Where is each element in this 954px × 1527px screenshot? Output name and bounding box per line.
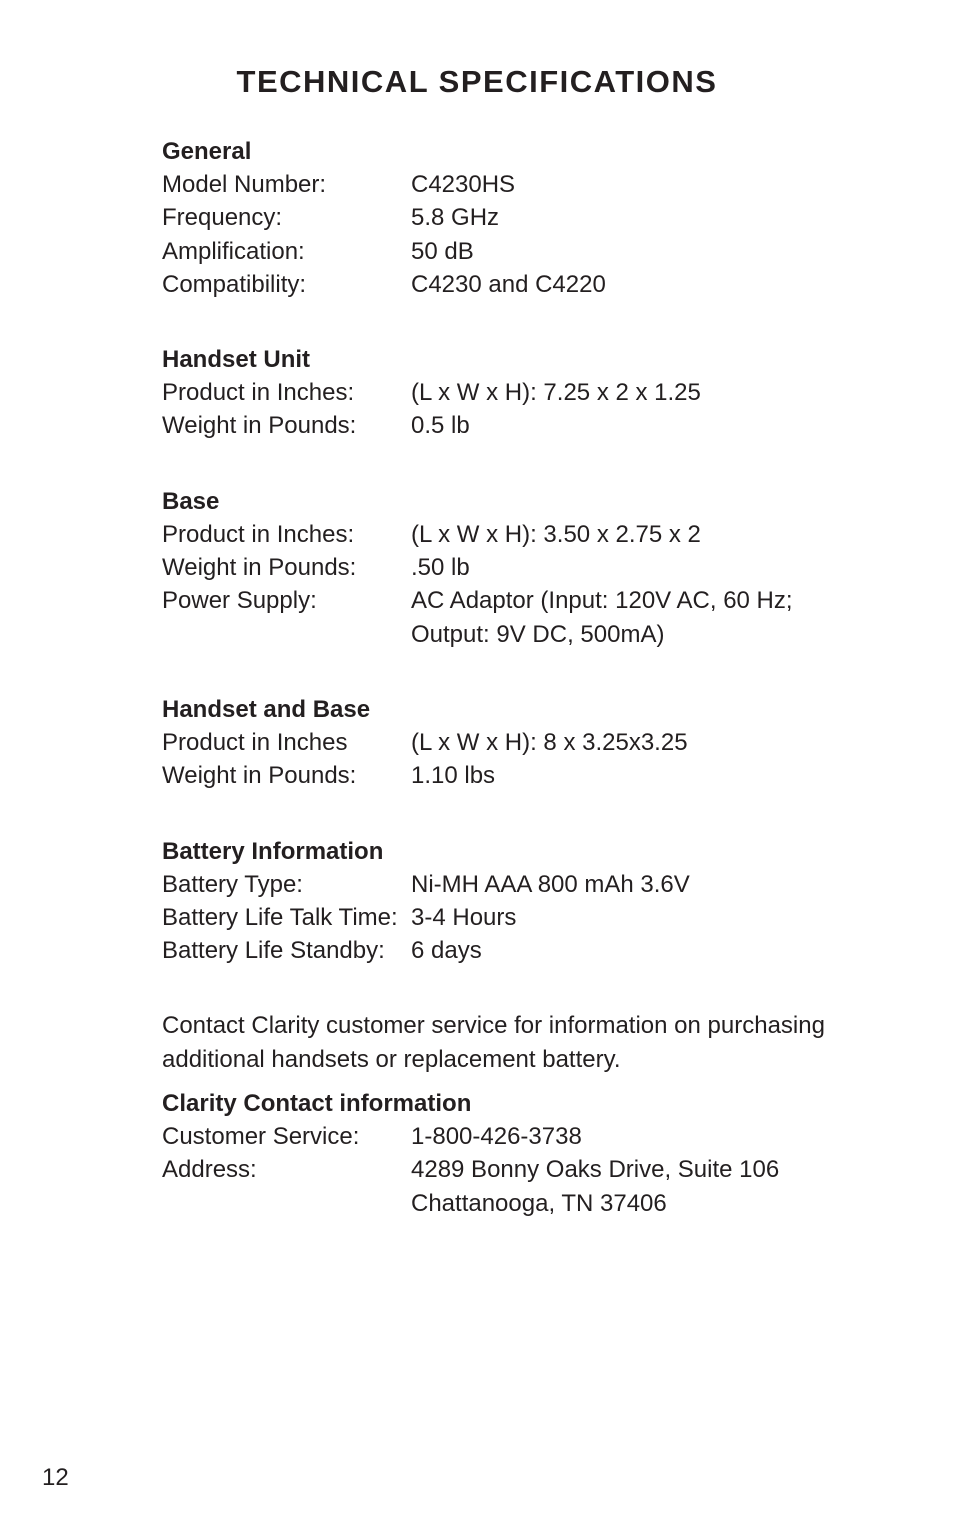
spec-row-battery-life-standby [162,934,862,967]
spec-value-line: C4230HS [411,171,516,198]
spec-value [411,551,862,584]
section-heading: Handset and Base [162,695,371,723]
section-heading: General [162,138,252,165]
spec-row-amplification [162,235,862,268]
section-general [162,135,862,301]
spec-value [411,584,862,651]
spec-value [411,868,862,901]
spec-value [411,376,862,409]
contact-rows [162,1120,862,1220]
spec-label: Product in Inches: [162,379,355,407]
spec-row-weight-in-pounds [162,409,862,442]
spec-label: Weight in Pounds: [162,554,357,582]
contact-section [162,1087,862,1220]
spec-label: Battery Life Standby: [162,937,385,965]
spec-label: Battery Life Talk Time: [162,903,398,931]
spec-row-weight-in-pounds [162,759,862,792]
spec-value-line: Chattanooga, TN 37406 [411,1189,667,1217]
spec-row-weight-in-pounds [162,551,862,584]
section-handset-and-base [162,693,862,793]
section-heading: Handset Unit [162,346,311,374]
spec-value [411,726,862,759]
spec-label: Amplification: [162,237,305,265]
spec-value-line: 4289 Bonny Oaks Drive, Suite 106 [411,1156,780,1184]
spec-value-line: AC Adaptor (Input: 120V AC, 60 Hz; [411,587,793,615]
spec-label: Weight in Pounds: [162,762,357,790]
spec-value-line: 50 dB [411,237,474,265]
spec-value [411,268,862,301]
spec-label: Product in Inches [162,728,348,756]
spec-value [411,235,862,268]
spec-value [411,1153,862,1220]
spec-sections [162,135,862,967]
spec-label: Product in Inches: [162,520,355,548]
spec-row-power-supply [162,584,862,651]
spec-value [411,759,862,792]
contact-note: Contact Clarity customer service for information on purchasing additional handsets or replacement battery. [162,1012,825,1073]
section-heading: Battery Information [162,837,384,865]
spec-value-line: 5.8 GHz [411,204,500,232]
spec-row-frequency [162,201,862,234]
spec-row-product-in-inches [162,518,862,551]
spec-content [162,135,862,1220]
section-base [162,485,862,651]
spec-value-line: 1.10 lbs [411,762,496,790]
section-heading: Base [162,487,220,515]
spec-row-product-in-inches [162,726,862,759]
page-title: TECHNICAL SPECIFICATIONS [236,64,718,99]
spec-value-line: (L x W x H): 3.50 x 2.75 x 2 [411,520,701,548]
spec-label: Power Supply: [162,587,317,615]
spec-row-compatibility [162,268,862,301]
spec-value-line: 0.5 lb [411,412,470,440]
spec-row-model-number [162,168,862,201]
spec-value-line: (L x W x H): 7.25 x 2 x 1.25 [411,379,701,407]
spec-label: Battery Type: [162,870,303,898]
spec-label: Customer Service: [162,1123,360,1151]
section-battery-information [162,835,862,968]
page-number: 12 [42,1464,69,1491]
section-handset-unit [162,343,862,443]
spec-value-line: C4230 and C4220 [411,270,606,298]
spec-value-line: (L x W x H): 8 x 3.25x3.25 [411,728,688,756]
spec-value [411,168,862,201]
spec-value [411,409,862,442]
spec-value [411,901,862,934]
spec-row-battery-type [162,868,862,901]
spec-value [411,518,862,551]
spec-label: Frequency: [162,204,283,232]
spec-label: Weight in Pounds: [162,412,357,440]
spec-row-product-in-inches [162,376,862,409]
spec-value-line: 6 days [411,937,482,965]
spec-value-line: Output: 9V DC, 500mA) [411,620,665,648]
spec-label: Address: [162,1156,257,1184]
spec-value [411,934,862,967]
spec-value-line: Ni-MH AAA 800 mAh 3.6V [411,870,690,898]
spec-label: Compatibility: [162,270,307,298]
spec-value-line: 1-800-426-3738 [411,1123,582,1151]
spec-value [411,1120,862,1153]
spec-value-line: 3-4 Hours [411,903,517,931]
spec-row-battery-life-talk-time [162,901,862,934]
contact-heading: Clarity Contact information [162,1090,472,1118]
spec-value-line: .50 lb [411,554,470,582]
spec-row-address [162,1153,862,1220]
spec-row-customer-service [162,1120,862,1153]
spec-value [411,201,862,234]
spec-label: Model Number: [162,171,327,198]
